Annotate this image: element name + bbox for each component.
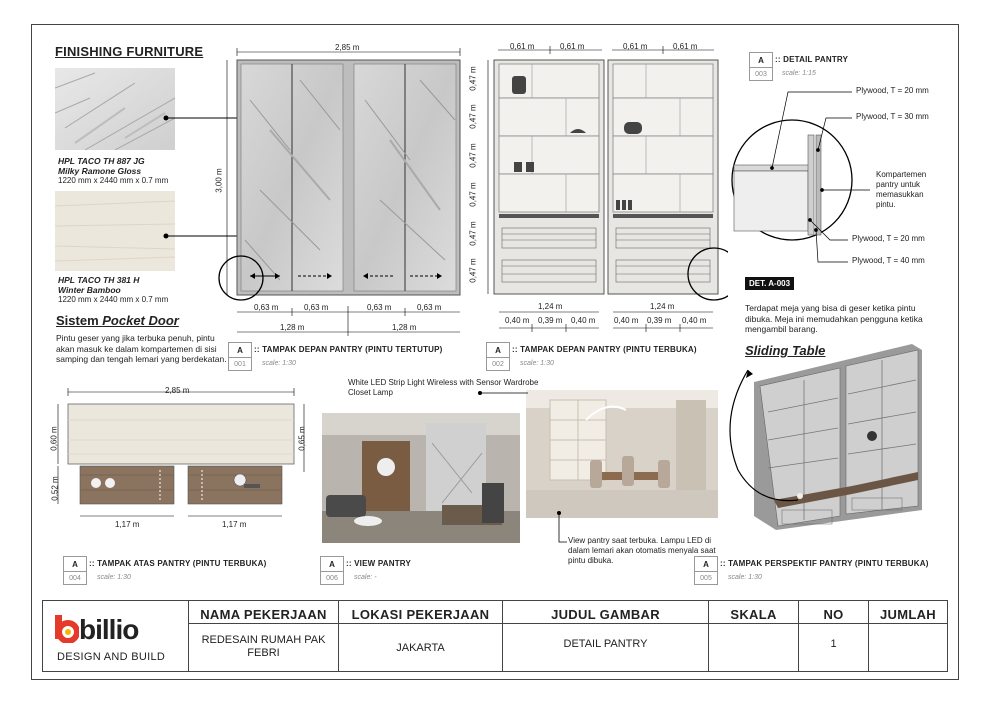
value-skala bbox=[709, 622, 798, 638]
cell-skala bbox=[709, 601, 799, 671]
caption-006-title: :: VIEW PANTRY bbox=[346, 559, 412, 568]
caption-001 bbox=[228, 342, 252, 371]
header-jumlah: JUMLAH bbox=[880, 607, 936, 622]
v001-dim-d3: 0,63 m bbox=[367, 303, 392, 312]
swatch-winter-bamboo bbox=[55, 191, 175, 271]
cell-no bbox=[799, 601, 869, 671]
sliding-table-title: Sliding Table bbox=[745, 343, 826, 358]
pocket-door-title-italic: Pocket Door bbox=[102, 313, 179, 328]
company-logo bbox=[53, 615, 138, 643]
cell-lokasi-pekerjaan bbox=[339, 601, 503, 671]
elevation-open-drawing bbox=[466, 38, 728, 338]
caption-002-title: :: TAMPAK DEPAN PANTRY (PINTU TERBUKA) bbox=[512, 345, 697, 354]
sliding-table-text: Terdapat meja yang bisa di geser ketika pintu dibuka. Meja ini memudahkan pengguna ketika mengambil barang. bbox=[745, 303, 923, 334]
caption-004-num: 004 bbox=[63, 572, 87, 585]
v001-dim-height: 3,00 m bbox=[214, 168, 224, 193]
v002-part-6: 0,40 m bbox=[682, 316, 707, 325]
render-pantry-open bbox=[526, 390, 718, 518]
caption-005-scale: scale: 1:30 bbox=[728, 574, 762, 581]
caption-004 bbox=[63, 556, 87, 585]
logo-subtext: DESIGN AND BUILD bbox=[57, 651, 166, 663]
view-note: View pantry saat terbuka. Lampu LED di dalam lemari akan otomatis menyala saat pintu dibuka. bbox=[568, 536, 716, 565]
led-leader bbox=[470, 388, 530, 398]
value-jumlah bbox=[869, 622, 947, 638]
cell-nama-pekerjaan bbox=[189, 601, 339, 671]
finishing-title: FINISHING FURNITURE bbox=[55, 44, 204, 59]
pocket-door-title-prefix: Sistem bbox=[56, 313, 103, 328]
caption-001-code: A bbox=[228, 342, 252, 358]
caption-004-scale: scale: 1:30 bbox=[97, 574, 131, 581]
v004-dim-w2: 1,17 m bbox=[222, 520, 247, 529]
material-1-finish: Milky Ramone Gloss bbox=[58, 166, 142, 176]
caption-005 bbox=[694, 556, 718, 585]
render-living-room bbox=[322, 413, 520, 543]
material-1-size: 1220 mm x 2440 mm x 0.7 mm bbox=[58, 176, 169, 185]
cell-judul-gambar bbox=[503, 601, 709, 671]
header-no: NO bbox=[823, 607, 844, 622]
detail-label-4: Plywood, T = 20 mm bbox=[852, 234, 925, 243]
caption-005-title: :: TAMPAK PERSPEKTIF PANTRY (PINTU TERBUKA) bbox=[720, 559, 929, 568]
v001-dim-d2: 0,63 m bbox=[304, 303, 329, 312]
header-nama-pekerjaan: NAMA PEKERJAAN bbox=[200, 607, 327, 622]
v002-row-dim-6: 0,47 m bbox=[468, 258, 478, 283]
swatch-milky-ramone bbox=[55, 68, 175, 150]
caption-004-title: :: TAMPAK ATAS PANTRY (PINTU TERBUKA) bbox=[89, 559, 267, 568]
v002-part-1: 0,40 m bbox=[505, 316, 530, 325]
caption-004-code: A bbox=[63, 556, 87, 572]
v004-dim-drawer: 0,52 m bbox=[50, 476, 60, 501]
v004-dim-w1: 1,17 m bbox=[115, 520, 140, 529]
v002-top-dim-3: 0,61 m bbox=[623, 42, 648, 51]
pocket-door-title bbox=[56, 313, 179, 328]
material-1-text bbox=[58, 156, 168, 186]
v001-dim-w1: 1,28 m bbox=[280, 323, 305, 332]
caption-003-num: 003 bbox=[749, 68, 773, 81]
caption-006 bbox=[320, 556, 344, 585]
v001-dim-d4: 0,63 m bbox=[417, 303, 442, 312]
detail-tag: DET. A-003 bbox=[745, 277, 794, 290]
v002-row-dim-2: 0,47 m bbox=[468, 104, 478, 129]
v002-row-dim-5: 0,47 m bbox=[468, 221, 478, 246]
caption-006-num: 006 bbox=[320, 572, 344, 585]
v002-row-dim-3: 0,47 m bbox=[468, 143, 478, 168]
view-note-leader bbox=[553, 510, 573, 550]
caption-005-num: 005 bbox=[694, 572, 718, 585]
material-2-name: HPL TACO TH 381 H bbox=[58, 275, 140, 285]
elevation-closed-drawing bbox=[210, 40, 470, 340]
material-1-name: HPL TACO TH 887 JG bbox=[58, 156, 145, 166]
v002-part-4: 0,40 m bbox=[614, 316, 639, 325]
caption-001-title: :: TAMPAK DEPAN PANTRY (PINTU TERTUTUP) bbox=[254, 345, 443, 354]
material-2-text bbox=[58, 275, 168, 305]
v001-dim-total: 2,85 m bbox=[335, 43, 360, 52]
sliding-connector bbox=[718, 360, 808, 510]
v002-part-5: 0,39 m bbox=[647, 316, 672, 325]
caption-003-scale: scale: 1:15 bbox=[782, 70, 816, 77]
header-skala: SKALA bbox=[730, 607, 777, 622]
caption-001-num: 001 bbox=[228, 358, 252, 371]
caption-002 bbox=[486, 342, 510, 371]
v002-top-dim-4: 0,61 m bbox=[673, 42, 698, 51]
v002-top-dim-2: 0,61 m bbox=[560, 42, 585, 51]
value-judul-gambar: DETAIL PANTRY bbox=[563, 638, 648, 650]
title-block bbox=[42, 600, 948, 672]
logo-text: billio bbox=[79, 614, 139, 645]
caption-006-scale: scale: - bbox=[354, 574, 377, 581]
v002-row-dim-1: 0,47 m bbox=[468, 66, 478, 91]
title-logo-cell bbox=[43, 601, 189, 671]
caption-001-scale: scale: 1:30 bbox=[262, 360, 296, 367]
v001-dim-w2: 1,28 m bbox=[392, 323, 417, 332]
cell-jumlah bbox=[869, 601, 947, 671]
detail-label-2: Plywood, T = 30 mm bbox=[856, 112, 929, 121]
material-2-finish: Winter Bamboo bbox=[58, 285, 121, 295]
detail-label-5: Plywood, T = 40 mm bbox=[852, 256, 925, 265]
caption-006-code: A bbox=[320, 556, 344, 572]
value-nama-pekerjaan: REDESAIN RUMAH PAK FEBRI bbox=[201, 634, 326, 659]
value-no: 1 bbox=[830, 638, 837, 650]
caption-002-num: 002 bbox=[486, 358, 510, 371]
v002-part-3: 0,40 m bbox=[571, 316, 596, 325]
v001-dim-d1: 0,63 m bbox=[254, 303, 279, 312]
logo-mark-icon bbox=[53, 615, 79, 643]
caption-003-code: A bbox=[749, 52, 773, 68]
caption-003 bbox=[749, 52, 773, 81]
caption-002-code: A bbox=[486, 342, 510, 358]
v002-row-dim-4: 0,47 m bbox=[468, 182, 478, 207]
material-2-size: 1220 mm x 2440 mm x 0.7 mm bbox=[58, 295, 169, 304]
v002-bottom-total-1: 1,24 m bbox=[538, 302, 563, 311]
v002-part-2: 0,39 m bbox=[538, 316, 563, 325]
v004-dim-depth: 0,60 m bbox=[49, 426, 59, 451]
v002-top-dim-1: 0,61 m bbox=[510, 42, 535, 51]
led-label: White LED Strip Light Wireless with Sensor Wardrobe Closet Lamp bbox=[348, 378, 539, 397]
v004-dim-total: 2,85 m bbox=[165, 386, 190, 395]
header-lokasi-pekerjaan: LOKASI PEKERJAAN bbox=[351, 607, 490, 622]
caption-002-scale: scale: 1:30 bbox=[520, 360, 554, 367]
v004-dim-side: 0,65 m bbox=[297, 426, 307, 451]
detail-label-1: Plywood, T = 20 mm bbox=[856, 86, 929, 95]
v002-bottom-total-2: 1,24 m bbox=[650, 302, 675, 311]
header-judul-gambar: JUDUL GAMBAR bbox=[551, 607, 660, 622]
top-view-drawing bbox=[44, 380, 314, 530]
detail-label-3: Kompartemen pantry untuk memasukkan pintu. bbox=[876, 170, 927, 209]
caption-003-title: :: DETAIL PANTRY bbox=[775, 55, 849, 64]
pocket-door-text: Pintu geser yang jika terbuka penuh, pintu akan masuk ke dalam kompartemen di sisi samping dan tengah lemari yang berdekatan. bbox=[56, 333, 227, 364]
caption-005-code: A bbox=[694, 556, 718, 572]
value-lokasi-pekerjaan: JAKARTA bbox=[396, 642, 445, 654]
